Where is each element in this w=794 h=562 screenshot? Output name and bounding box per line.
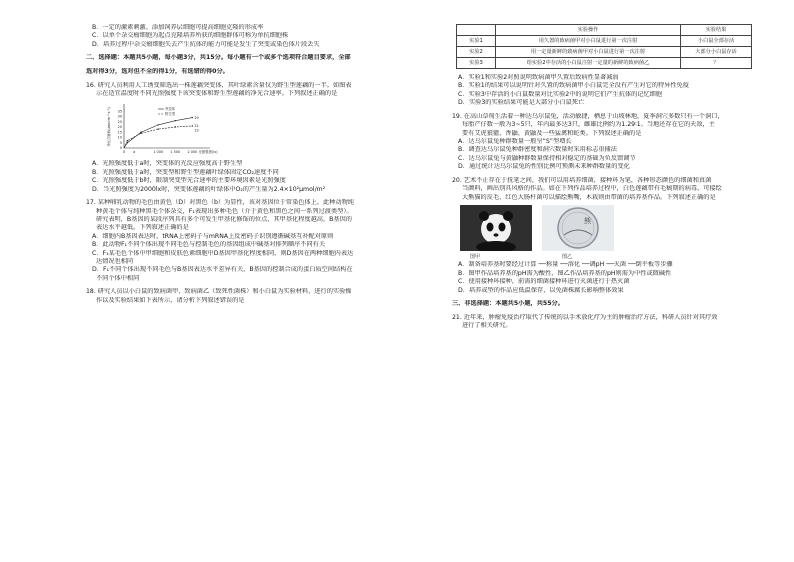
end-data-label: 21 bbox=[194, 124, 199, 129]
text-line: B．实验1的结果可以说明针对久置的致病菌甲小白鼠完全没有产生对它的特异性免疫 bbox=[458, 82, 689, 90]
text-line: 进行了相关研究。 bbox=[462, 322, 512, 330]
artwork-figures bbox=[452, 205, 752, 261]
data-point bbox=[140, 133, 141, 134]
y-tick-label: 10 bbox=[117, 136, 122, 141]
coin-artwork-image bbox=[542, 205, 614, 251]
table-header-cell bbox=[457, 25, 496, 36]
text-line: A．细胞内B基因表达时，tRNA上密码子与mRNA上反密码子识别遵循碱基互补配对原则 bbox=[92, 232, 334, 240]
table-header-cell: 实验操作 bbox=[496, 25, 681, 36]
data-point bbox=[157, 129, 158, 130]
text-line: C．以单个杂交瘤细胞为起点克隆培养所获的细胞群体可称为单抗细胞株 bbox=[92, 32, 289, 40]
text-line: A．光照强度低于a时，突变体的光反应强度高于野生型 bbox=[92, 160, 243, 168]
figure-caption: 图甲 bbox=[470, 254, 481, 261]
coin-glyph: 熊 bbox=[584, 217, 591, 226]
text-line: 每胎产仔数一般为3~5只，年内最多达3只，雌雄比例约为1.29∶1。当地还存在它的天敌，主 bbox=[462, 121, 715, 129]
legend-label: 野生型 bbox=[165, 112, 176, 117]
text-line: 选对得3分，选对但不全的得1分，有选错的得0分。 bbox=[86, 68, 229, 75]
text-line: D．当光照强度为2000lx时，突变体莲藕的叶绿体中O₂的产生量为2.4×10²μmol/m² bbox=[92, 185, 326, 193]
text-line: A．实验1和实验2对照说明致病菌甲久置后致病性显著减弱 bbox=[458, 74, 619, 81]
text-line: 作以及实验结果如下表所示，请分析下列叙述错误的是 bbox=[96, 296, 245, 304]
y-axis-label: 净光合速率(μmol·m⁻²·s⁻¹) bbox=[107, 107, 111, 147]
right-column bbox=[452, 24, 752, 331]
x-tick-label: 1 000 bbox=[153, 150, 164, 155]
text-line: D．培养或型的作品应低温保存，以免菌株腐长影响整体效果 bbox=[458, 286, 624, 294]
table-header-cell: 实验结果 bbox=[681, 25, 752, 36]
photosynthesis-chart bbox=[106, 100, 226, 158]
data-point bbox=[157, 125, 158, 126]
table-cell: 实验3 bbox=[457, 58, 496, 69]
table-cell: 实验1 bbox=[457, 36, 496, 47]
x-tick-label: a bbox=[133, 150, 136, 155]
data-point bbox=[127, 140, 128, 141]
text-line: 研究表明，B基因的某段序列具有多个可发生甲基化修饰的位点，其甲基化程度越高，B基因的 bbox=[96, 216, 352, 224]
text-line: A．达乌尔鼠兔种群数量一般呈“S”型增长 bbox=[458, 138, 572, 146]
table-header-row bbox=[457, 25, 752, 36]
table-row bbox=[457, 36, 752, 47]
y-tick-label: 5 bbox=[119, 141, 122, 146]
text-line: 二、选择题：本题共5小题，每小题3分，共15分。每小题有一个或多个选项符合题目要求，全部 bbox=[86, 54, 351, 62]
table-cell: 用久置的致病菌甲对小白鼠进行第一次注射 bbox=[496, 36, 681, 47]
text-line: 19. 在高山草甸生活着一种达乌尔鼠兔，活动敏捷，栖息于山坡林地，夏季洞穴多数只有一个洞口， bbox=[452, 112, 724, 120]
table-row bbox=[457, 58, 752, 69]
y-tick-label: 0 bbox=[119, 146, 122, 151]
text-line: C．光照强度低于b时，限制突变型光合速率的主要环境因素是光照强度 bbox=[92, 177, 286, 185]
table-row bbox=[457, 47, 752, 58]
y-tick-label: 30 bbox=[117, 115, 122, 120]
x-tick-label: 0 bbox=[122, 150, 126, 155]
text-line: C．实验3中存活的小白鼠数量对比实验2中的说明它们产生抗体的记忆细胞 bbox=[458, 90, 663, 98]
x-axis-label: 光照强度(lx) bbox=[198, 150, 218, 155]
figure-caption: 图乙 bbox=[562, 254, 573, 261]
panda-artwork-image bbox=[460, 205, 532, 251]
text-line: A．制备培养基时要经过计算 ──称量 ──溶化 ──调pH ──灭菌 ──倒平板等步骤 bbox=[458, 261, 673, 269]
text-line: B．一定的激素刺激、添加饲养层细胞可提高细胞克隆的形成率 bbox=[92, 24, 264, 31]
table-cell: ？ bbox=[681, 58, 752, 69]
text-line: 三、非选择题：本题共5小题，共55分。 bbox=[452, 300, 564, 308]
y-tick-label: 15 bbox=[117, 130, 122, 135]
text-line: 当颜料，画出别具风格的作品。如在下列作品培养过程中，白色莲藕带有毛稿期的病毒，可接绘 bbox=[462, 185, 722, 193]
text-line: 大熊猫的皮毛，红色大肠杆菌可以描绘熊嘴，木栽则由带菌的培养基作品。下列叙述正确的是 bbox=[462, 193, 716, 201]
experiment-table bbox=[456, 24, 752, 69]
series-line bbox=[124, 118, 192, 148]
data-point bbox=[192, 117, 193, 118]
text-line: D．实验3的实验结果可能是大部分小白鼠死亡 bbox=[458, 99, 585, 107]
text-line: B．图甲作品培养基的pH需为酸性，图乙作品培养基的pH则需为中性或微碱性 bbox=[458, 269, 672, 277]
table-cell: 小白鼠全部存活 bbox=[681, 36, 752, 47]
left-column bbox=[86, 24, 386, 305]
text-line: 不同个体中相同 bbox=[96, 274, 140, 282]
text-line: 21. 近年来，肿瘤免疫治疗取代了传统的以手术放化疗为主的肿瘤治疗方法，科研人员针对其疗效 bbox=[452, 313, 718, 321]
text-line: B．调查达乌尔鼠兔种群密度和洞穴数量时采用标志重捕法 bbox=[458, 146, 617, 154]
data-point bbox=[175, 127, 176, 128]
coin-drawing bbox=[542, 205, 614, 251]
end-data-label: 19 bbox=[194, 128, 199, 133]
panda-drawing bbox=[460, 205, 532, 251]
text-line: B．此动物F₁不同个体出现不同毛色与控制毛色的基因组成中碱基对排列顺序不同有关 bbox=[92, 241, 326, 249]
table-cell: 用一定量新鲜的致病菌甲对小白鼠进行第一次注射 bbox=[496, 47, 681, 58]
text-line: D．通过统计达乌尔鼠兔的性别比例可预测未来种群数量的变化 bbox=[458, 163, 630, 171]
text-line: D．F₁不同个体出现不同毛色与B基因表达水平差异有关，B基因的控制合成的蛋白质空间结构在 bbox=[92, 266, 353, 274]
text-line: 18. 研究人员以小白鼠的致病菌甲、致病菌乙（致死性菌株）和小白鼠为实验材料，进行的实验操 bbox=[86, 288, 352, 296]
table-cell: 给实验2中存活的小白鼠注射一定量的新鲜的致病菌乙 bbox=[496, 58, 681, 69]
end-data-label: 29 bbox=[194, 116, 199, 121]
text-line: C．使用接种环接种，前需的细菌接种环进行灭菌进行于热灭菌 bbox=[458, 278, 630, 286]
data-point bbox=[192, 126, 193, 127]
text-line: 示在适宜温度时不同光照强度下该突变体和野生型莲藕的净光合速率。下列叙述正确的是 bbox=[96, 90, 338, 97]
y-tick-label: 20 bbox=[117, 125, 122, 130]
text-line: 达情况也相同 bbox=[96, 258, 134, 266]
text-line: B．光照强度低于a时，突变型和野生型莲藕叶绿体固定CO₂速度不同 bbox=[92, 168, 279, 176]
table-cell: 实验2 bbox=[457, 47, 496, 58]
text-line: 16. 研究人员利用人工诱变筛选出一株莲藕突变体，其叶绿素含量仅为野生型莲藕的一半。如图表 bbox=[86, 81, 352, 89]
x-tick-label: 1 500 bbox=[170, 150, 181, 155]
text-line: C．达乌尔鼠兔与黄鼬种群数量保持相对稳定的基础为负反馈调节 bbox=[458, 154, 636, 162]
text-line: 17. 某种哺乳动物的毛色由黄色（D）对黑色（b）为显性，该对基因位于常染色体上。此种动物纯 bbox=[86, 199, 354, 207]
x-tick-label: 2 000 bbox=[187, 150, 198, 155]
text-line: 20. 艺术不止存在于抚笔之间，我们可以用培养细菌，接种环为笔，各种形态颜色的细菌和真菌 bbox=[452, 176, 712, 184]
text-line: 种黄毛个体与纯种黑毛个体杂交，F₁表现出多种毛色（介于黄色和黑色之间一系列过渡类型）。 bbox=[96, 207, 353, 215]
text-line: D．培养过程中杂交瘤细胞失去产生抗体的能力可能是发生了突变或染色体片段丢失 bbox=[92, 40, 320, 48]
y-tick-label: 35 bbox=[117, 109, 122, 114]
text-line: C．F₁某毛色个体中甲细胞和皮肤色素细胞中D基因甲基化程度相同，则D基因在两种细胞内表达 bbox=[92, 249, 354, 257]
table-cell: 大部分小白鼠存活 bbox=[681, 47, 752, 58]
text-line: 要有艾虎狼獾、香鼬、黄鼬及一些猛禽和蛇类。下列叙述正确的是 bbox=[462, 129, 642, 137]
text-line: 表达水平越低。下列叙述正确的是 bbox=[96, 224, 189, 232]
y-tick-label: 25 bbox=[117, 120, 122, 125]
data-point bbox=[175, 120, 176, 121]
legend-label: 突变体 bbox=[165, 107, 176, 112]
